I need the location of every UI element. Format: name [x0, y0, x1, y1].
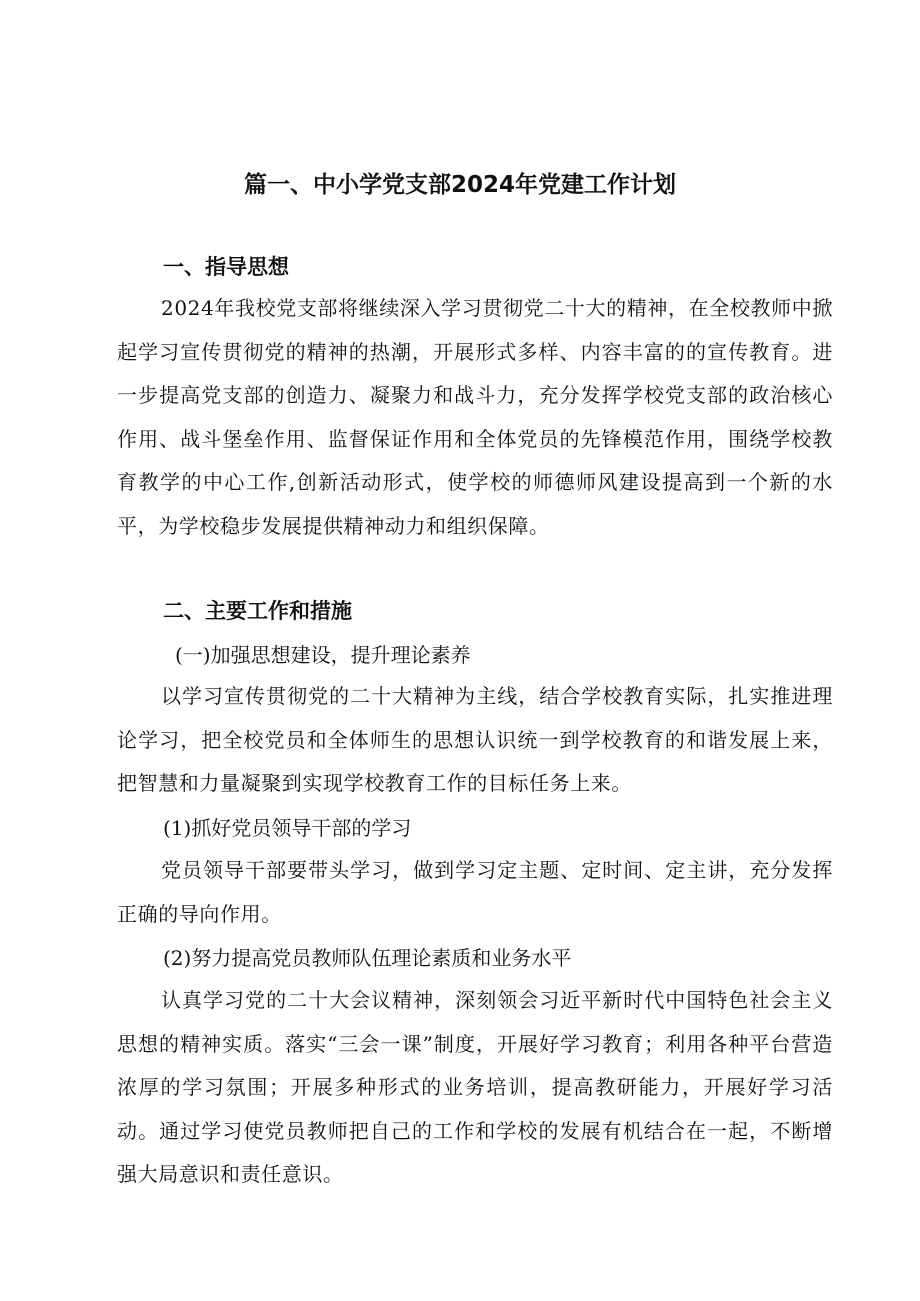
ideological-building-paragraph: 以学习宣传贯彻党的二十大精神为主线，结合学校教育实际，扎实推进理论学习，把全校党员和全体师生的思想认识统一到学校教育的和谐发展上来，把智慧和力量凝聚到实现学校教育工作的目标任务上来。 [117, 684, 833, 795]
item-heading-teacher-quality: (2)努力提高党员教师队伍理论素质和业务水平 [163, 946, 572, 970]
item-heading-leader-study: (1)抓好党员领导干部的学习 [163, 816, 412, 840]
leader-study-paragraph: 党员领导干部要带头学习，做到学习定主题、定时间、定主讲，充分发挥正确的导向作用。 [117, 858, 833, 926]
document-title: 篇一、中小学党支部2024年党建工作计划 [243, 172, 676, 199]
guiding-ideology-paragraph: 2024年我校党支部将继续深入学习贯彻党二十大的精神，在全校教师中掀起学习宣传贯彻党的精神的热潮，开展形式多样、内容丰富的的宣传教育。进一步提高党支部的创造力、凝聚力和战斗力，充分发挥学校党支部的政治核心作用、战斗堡垒作用、监督保证作用和全体党员的先锋模范作用，围绕学校教育教学的中心工作,创新活动形式，使学校的师德师风建设提高到一个新的水平，为学校稳步发展提供精神动力和组织保障。 [117, 296, 833, 538]
section-heading-guiding-ideology: 一、指导思想 [163, 255, 289, 279]
teacher-quality-paragraph: 认真学习党的二十大会议精神，深刻领会习近平新时代中国特色社会主义思想的精神实质。落实“三会一课”制度，开展好学习教育；利用各种平台营造浓厚的学习氛围；开展多种形式的业务培训，提高教研能力，开展好学习活动。通过学习使党员教师把自己的工作和学校的发展有机结合在一起，不断增强大局意识和责任意识。 [117, 988, 833, 1186]
subsection-heading-ideological-building: (一)加强思想建设，提升理论素养 [175, 643, 471, 667]
section-heading-main-work: 二、主要工作和措施 [163, 599, 352, 623]
